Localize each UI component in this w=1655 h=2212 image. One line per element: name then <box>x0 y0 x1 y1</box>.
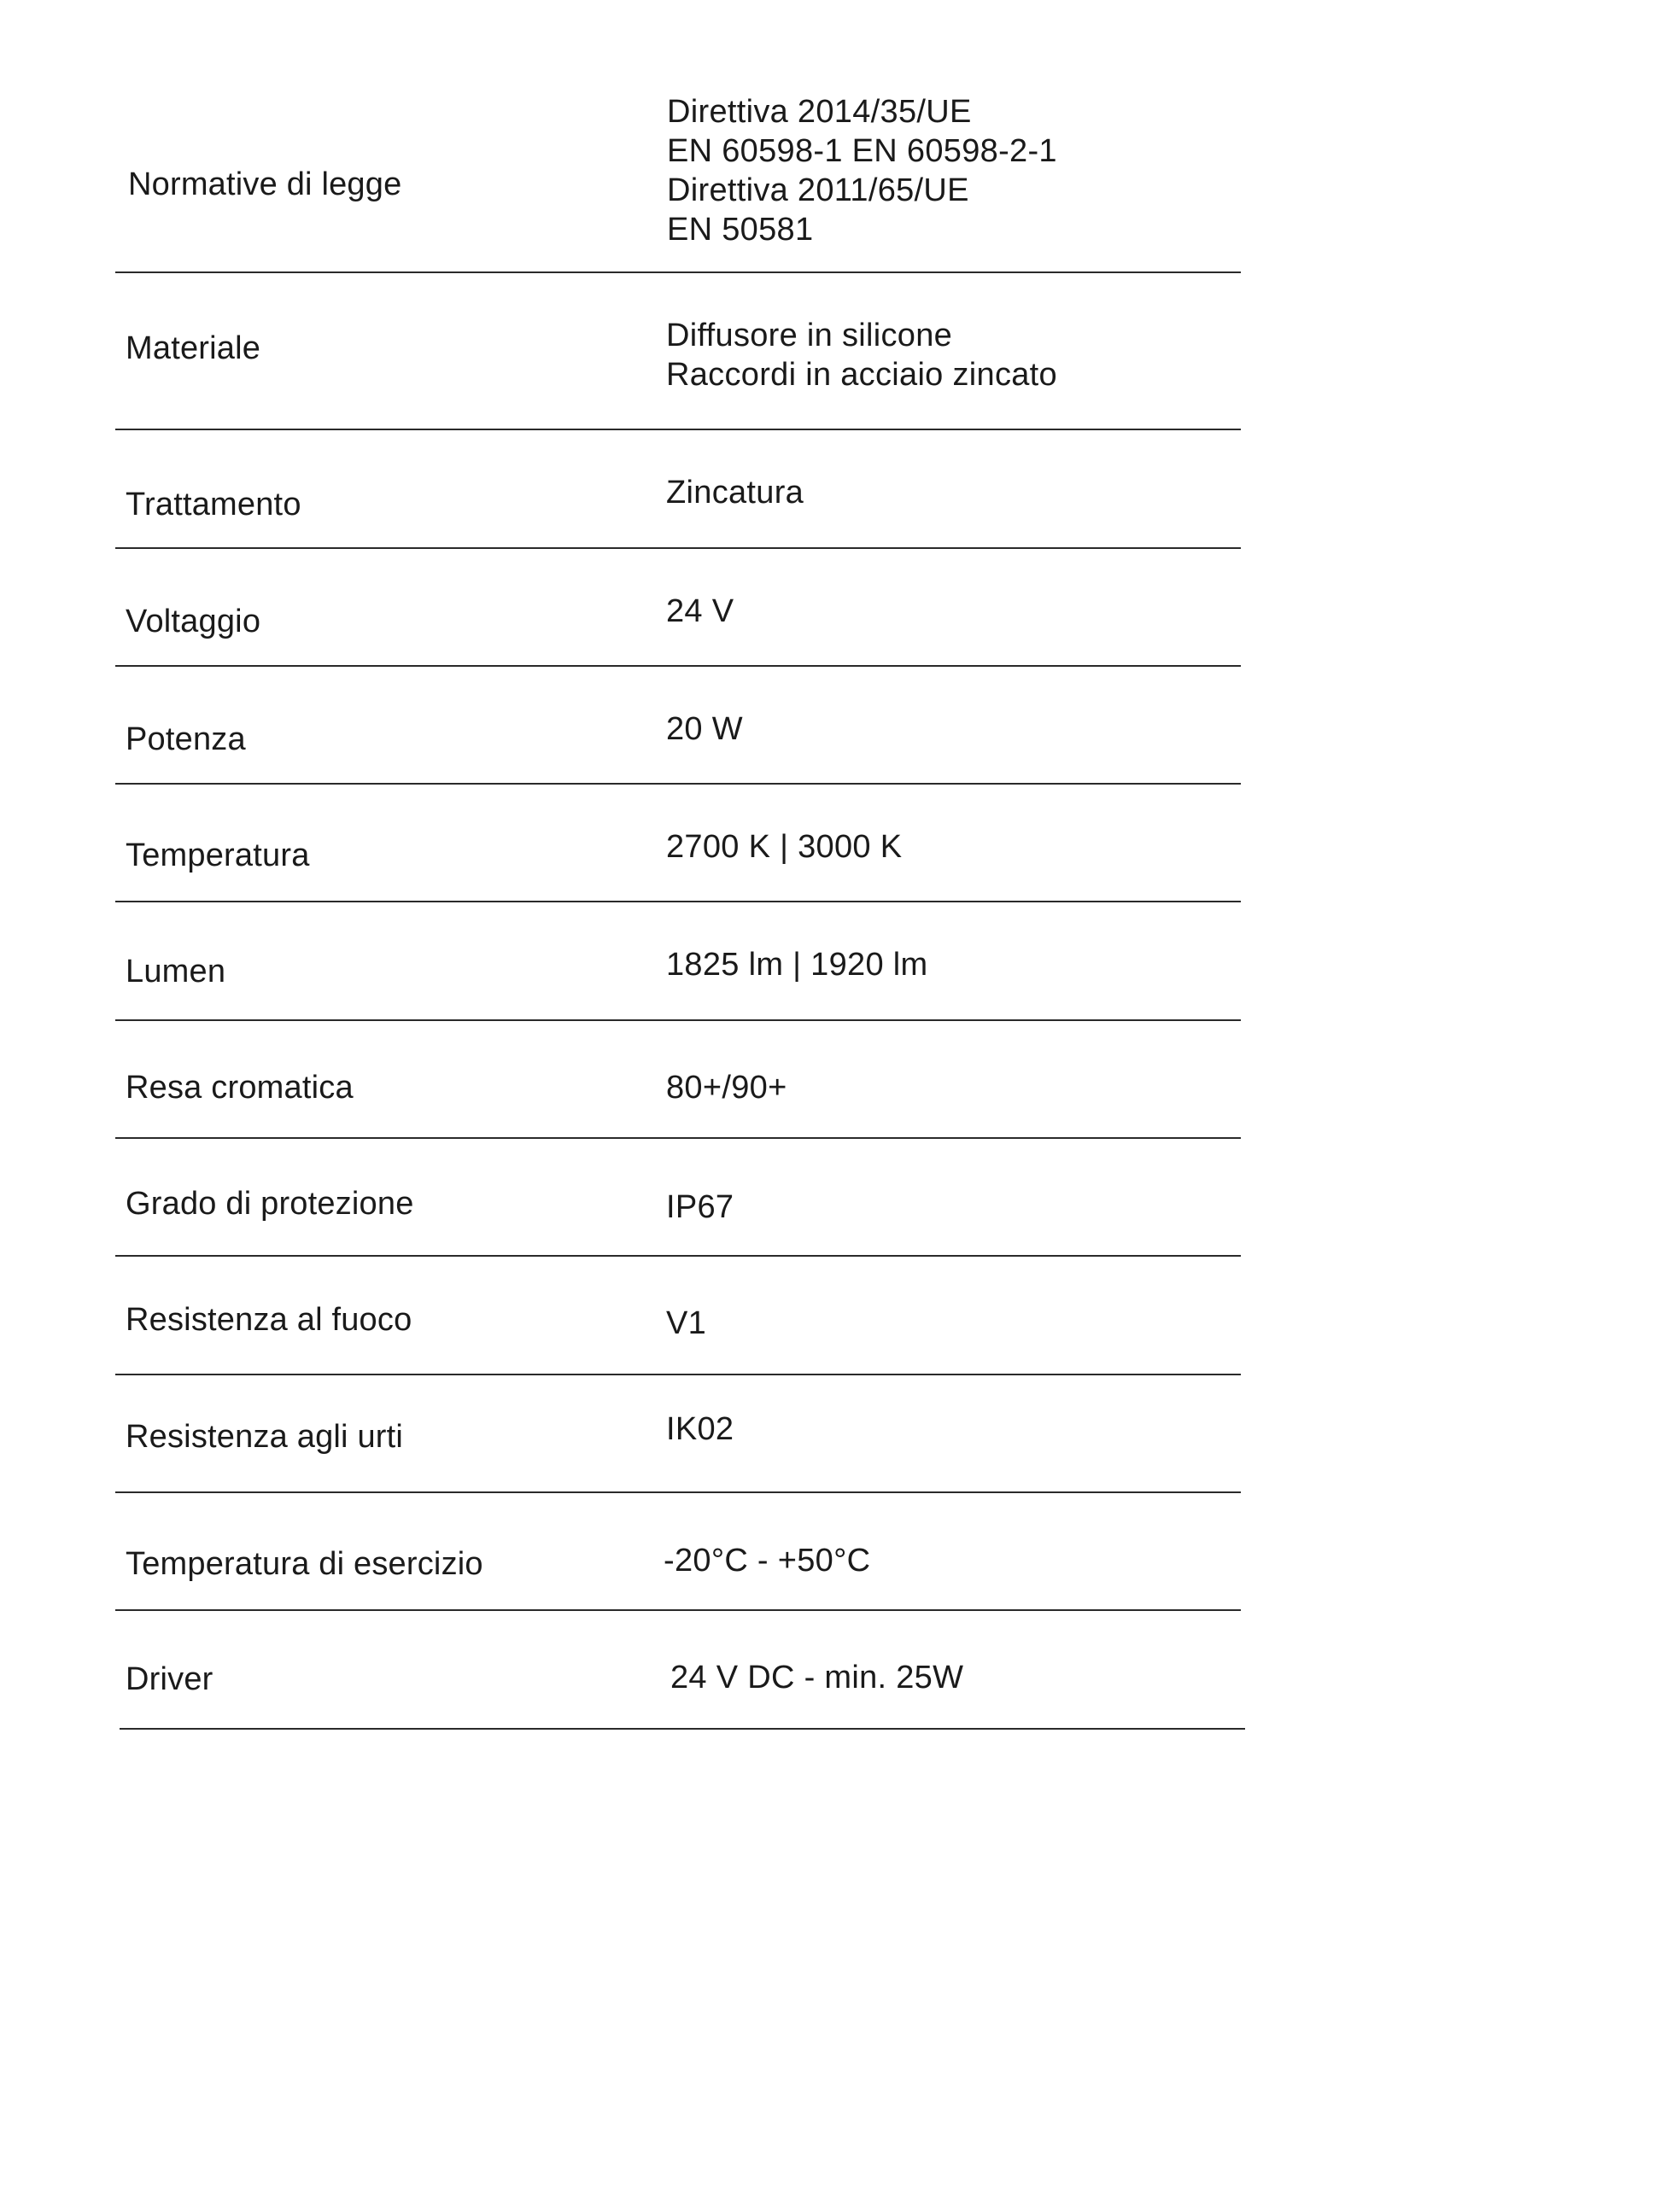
spec-label: Trattamento <box>126 487 301 522</box>
spec-label: Voltaggio <box>126 604 261 639</box>
spec-values <box>667 92 1057 249</box>
spec-values <box>666 473 804 512</box>
spec-row-potenza <box>115 667 1241 785</box>
spec-value: 20 W <box>666 711 743 747</box>
spec-row-resa-cromatica <box>115 1021 1241 1139</box>
spec-label: Resistenza al fuoco <box>126 1302 412 1338</box>
spec-label: Driver <box>126 1661 213 1697</box>
spec-values <box>666 592 734 631</box>
spec-label: Lumen <box>126 954 226 989</box>
spec-label: Resa cromatica <box>126 1070 354 1106</box>
spec-label: Grado di protezione <box>126 1186 414 1222</box>
spec-value: 1825 lm | 1920 lm <box>666 947 928 983</box>
spec-value: Direttiva 2014/35/UE <box>667 94 972 130</box>
spec-row-driver <box>120 1611 1245 1730</box>
spec-row-voltaggio <box>115 549 1241 667</box>
spec-values <box>666 827 902 867</box>
spec-value: 2700 K | 3000 K <box>666 829 903 865</box>
spec-value: -20°C - +50°C <box>664 1543 871 1579</box>
spec-label: Potenza <box>126 721 246 757</box>
spec-label: Materiale <box>126 330 261 366</box>
spec-row-temperatura-esercizio <box>115 1493 1241 1611</box>
spec-label: Normative di legge <box>128 166 402 202</box>
spec-row-materiale <box>115 273 1241 430</box>
spec-value: 24 V <box>666 593 734 629</box>
spec-value: 24 V DC - min. 25W <box>670 1660 964 1695</box>
spec-value: Raccordi in acciaio zincato <box>666 357 1057 393</box>
spec-value: 80+/90+ <box>666 1070 787 1106</box>
spec-row-resistenza-urti <box>115 1375 1241 1493</box>
spec-row-trattamento <box>115 430 1241 549</box>
spec-values <box>666 1409 734 1449</box>
spec-values <box>666 1188 734 1227</box>
spec-row-resistenza-fuoco <box>115 1257 1241 1375</box>
spec-value: IK02 <box>666 1411 734 1447</box>
spec-values <box>670 1658 963 1697</box>
spec-values <box>666 709 743 749</box>
spec-value: IP67 <box>666 1189 734 1225</box>
spec-label: Temperatura di esercizio <box>126 1546 483 1582</box>
spec-row-normative <box>115 0 1241 273</box>
spec-values <box>664 1541 870 1580</box>
spec-value: EN 50581 <box>667 212 814 248</box>
spec-values <box>666 1304 706 1343</box>
spec-value: EN 60598-1 EN 60598-2-1 <box>667 133 1057 169</box>
spec-values <box>666 945 927 984</box>
spec-value: Diffusore in silicone <box>666 318 953 353</box>
spec-values <box>666 316 1057 394</box>
spec-row-temperatura <box>115 785 1241 902</box>
spec-row-grado-protezione <box>115 1139 1241 1257</box>
spec-label: Resistenza agli urti <box>126 1419 404 1455</box>
spec-row-lumen <box>115 902 1241 1021</box>
spec-values <box>666 1068 787 1107</box>
spec-value: Zincatura <box>666 475 804 511</box>
spec-value: V1 <box>666 1305 707 1341</box>
spec-label: Temperatura <box>126 838 310 873</box>
spec-value: Direttiva 2011/65/UE <box>667 172 969 208</box>
